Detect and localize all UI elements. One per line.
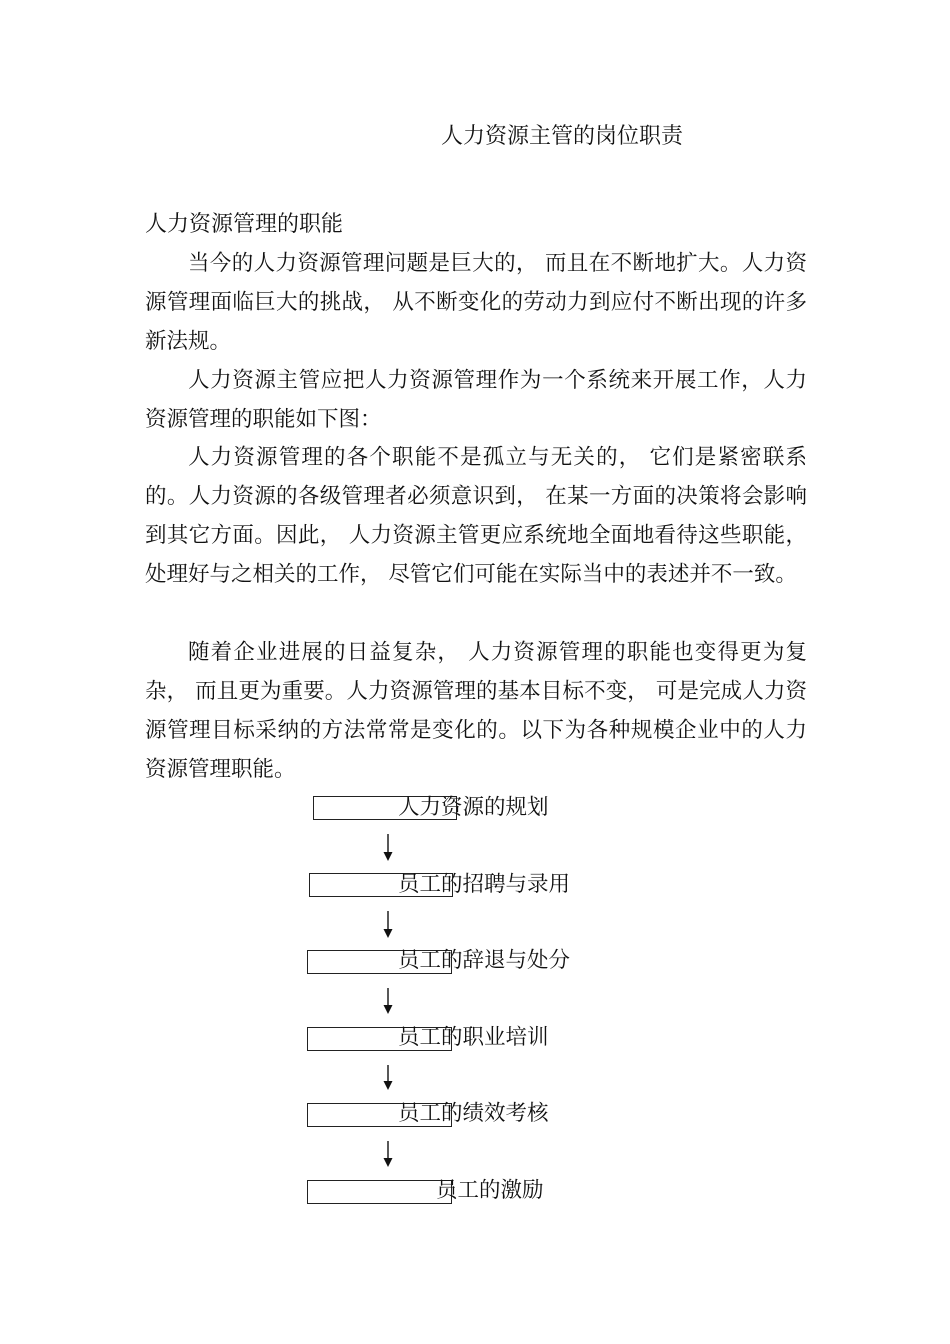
flow-box-6 [307,1180,452,1204]
flow-step-3-label: 员工的辞退与处分 [398,948,571,973]
paragraph-3: 人力资源管理的各个职能不是孤立与无关的， 它们是紧密联系的。人力资源的各级管理者必须意识到， 在某一方面的决策将会影响到其它方面。因此， 人力资源主管更应系统地全面地看待这些职能， 处理好与之相关的工作， 尽管它们可能在实际当中的表述并不一致。 [145,445,807,587]
flow-arrow-1 [384,834,393,861]
paragraph-1: 当今的人力资源管理问题是巨大的， 而且在不断地扩大。人力资源管理面临巨大的挑战， 从不断变化的劳动力到应付不断出现的许多新法规。 [145,251,807,354]
section-heading: 人力资源管理的职能 [145,212,344,237]
flow-step-6-label: 员工的激励 [436,1178,544,1203]
paragraph-2: 人力资源主管应把人力资源管理作为一个系统来开展工作，人力资源管理的职能如下图： [145,368,807,432]
flow-step-4-label: 员工的职业培训 [398,1025,549,1050]
flow-arrow-4 [384,1065,393,1090]
flow-arrow-3 [384,988,393,1014]
flow-step-1-label: 人力资源的规划 [398,795,549,820]
flow-arrow-5 [384,1141,393,1167]
document-title: 人力资源主管的岗位职责 [441,124,684,149]
flow-arrow-2 [384,911,393,938]
paragraph-4: 随着企业进展的日益复杂， 人力资源管理的职能也变得更为复杂， 而且更为重要。人力资源管理的基本目标不变， 可是完成人力资源管理目标采纳的方法常常是变化的。以下为各种规模企业中的人力资源管理职能。 [145,640,807,782]
flow-step-5-label: 员工的绩效考核 [398,1101,549,1126]
flow-step-2-label: 员工的招聘与录用 [398,872,571,897]
